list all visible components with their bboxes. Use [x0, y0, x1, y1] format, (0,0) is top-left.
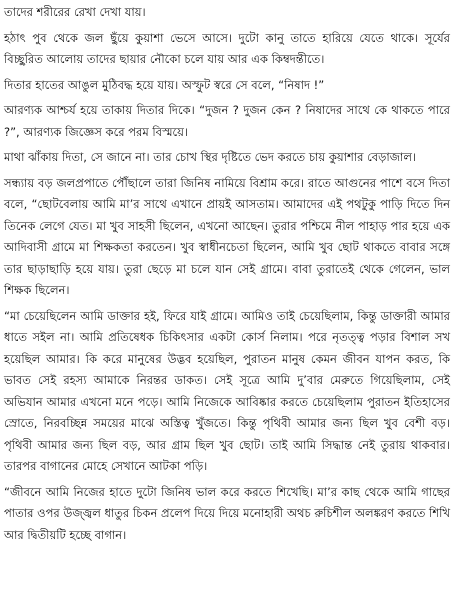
paragraph-3: দিতার হাতের আঙুল মুঠিবদ্ধ হয়ে যায়। অস্ফুট স্বরে সে বলে, “নিষাদ !” [4, 77, 325, 92]
paragraph-4: আরণ্যক আশ্চর্য হয়ে তাকায় দিতার দিকে। “দুজন ? দুজন কেন ? নিষাদের সাথে কে থাকতে পারে ?”, আরণ্যক জিজ্ঞেস করে পরম বিস্ময়ে। [4, 103, 450, 139]
paragraph-2: হঠাৎ পুব থেকে জল ছুঁয়ে কুয়াশা ভেসে আসে। দুটো কানু তাতে হারিয়ে যেতে থাকে। সূর্যের বিচ্ছুরিত আলোয় তাদের ছায়ার নৌকো চলে যায় আর এক কিম্বদন্তীতে। [4, 30, 450, 66]
paragraph-6: সন্ধ্যায় বড় জলপ্রপাতে পৌঁছালে তারা জিনিষ নামিয়ে বিশ্রাম করে। রাতে আগুনের পাশে বসে দিতা বলে, “ছোটবেলায় আমি মা’র সাথে এখানে প্রায়ই আসতাম। আমাদের এই পথটুকু পাড়ি দিতে দিন তিনেক লেগে যেত। মা খুব সাহসী ছিলেন, এখনো আছেন। তুরার পশ্চিমে নীল পাহাড় পার হয়ে এক আদিবাসী গ্রামে মা শিক্ষকতা করতেন। খুব স্বাধীনচেতা ছিলেন, আমি খুব ছোট থাকতে বাবার সঙ্গে তার ছাড়াছাড়ি হয়ে যায়। তুরা ছেড়ে মা চলে যান সেই গ্রামে। বাবা তুরাতেই থেকে গেলেন, ভাল শিক্ষক ছিলেন। [4, 175, 450, 297]
paragraph-5: মাথা ঝাঁকায় দিতা, সে জানে না। তার চোখ স্থির দৃষ্টিতে ভেদ করতে চায় কুয়াশার বেড়াজাল। [4, 150, 417, 164]
paragraph-7: “মা চেয়েছিলেন আমি ডাক্তার হই, ফিরে যাই গ্রামে। আমিও তাই চেয়েছিলাম, কিন্তু ডাক্তারী আমার ধাতে সইল না। আমি প্রতিষেধক চিকিৎসার একটা কোর্স নিলাম। পরে নৃতত্ত্ব পড়ার বিশাল সখ হয়েছিল আমার। কি করে মানুষের উদ্ভব হয়েছিল, পুরাতন মানুষ কেমন জীবন যাপন করত, কি ভাবত সেই রহস্য আমাকে নিরন্তর ডাকত। সেই সূত্রে আমি দু’বার মেরুতে গিয়েছিলাম, সেই অভিযান আমার এখনো মনে পড়ে। আমি নিজেকে আবিষ্কার করতে চেয়েছিলাম পুরাতন ইতিহাসের স্রোতে, নিরবচ্ছিন্ন সময়ের মাঝে অস্তিত্ব খুঁজতে। কিন্তু পৃথিবী আমার জন্য ছিল খুব বেশী বড়। পৃথিবী আমার জন্য ছিল বড়, আর গ্রাম ছিল খুব ছোট। তাই আমি সিদ্ধান্ত নেই তুরায় থাকবার। তারপর বাগানের মোহে সেখানে আটকা পড়ি। [4, 308, 450, 473]
paragraph-8: “জীবনে আমি নিজের হাতে দুটো জিনিষ ভাল করে করতে শিখেছি। মা’র কাছ থেকে আমি গাছের পাতার ওপর উজ্জ্বল ধাতুর চিকন প্রলেপ দিয়ে দিয়ে মনোহারী অথচ রুচিশীল অলঙ্করণ করতে শিখি আর দ্বিতীয়টি হচ্ছে বাগান। [4, 484, 450, 542]
paragraph-1: তাদের শরীরের রেখা দেখা যায়। [4, 5, 146, 19]
